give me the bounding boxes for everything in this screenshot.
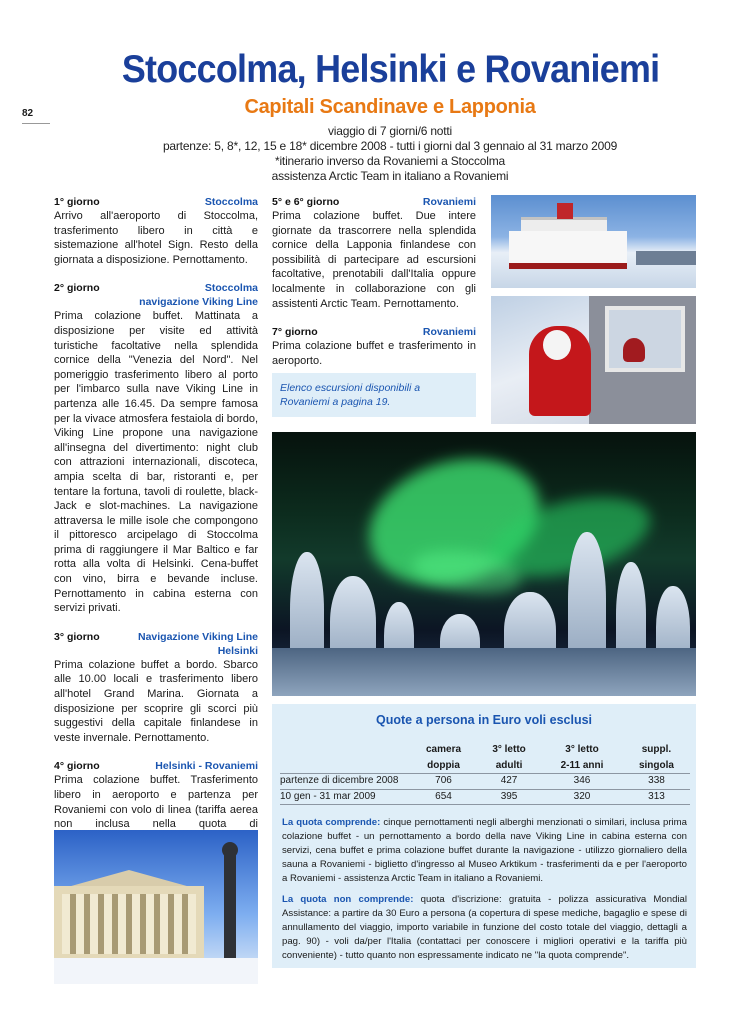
price-cell: 346: [541, 774, 623, 790]
excludes-label: La quota non comprende:: [282, 894, 414, 905]
santa-photo: [491, 296, 696, 424]
helsinki-photo-columns: [62, 894, 196, 954]
day-7: [272, 325, 476, 368]
column-header: 3° letto: [565, 744, 599, 755]
ferry-photo-hull: [509, 231, 627, 269]
itinerary-column-1: [54, 195, 258, 919]
day-2: [54, 281, 258, 615]
day-7-place: Rovaniemi: [422, 326, 476, 339]
santa-photo-child: [623, 338, 645, 362]
trip-duration: viaggio di 7 giorni/6 notti: [327, 124, 453, 138]
day-4-place: Helsinki - Rovaniemi: [155, 760, 258, 773]
day-3-subplace: Helsinki: [217, 644, 258, 657]
price-table-header-row-1: [280, 742, 690, 758]
itinerary-column-2: [272, 195, 476, 382]
day-1-label: 1° giorno: [54, 196, 100, 208]
day-1-text: Arrivo all'aeroporto di Stoccolma, trasferimento libero in città e sistemazione all'hotel Sign. Resto della giornata a disposizione. Pernottamento.: [54, 210, 258, 266]
price-cell: 427: [477, 774, 541, 790]
page-title: Stoccolma, Helsinki e Rovaniemi: [121, 48, 660, 91]
page-subtitle: Capitali Scandinave e Lapponia: [244, 96, 536, 118]
excludes-paragraph: [282, 893, 687, 963]
ferry-photo-skyline: [636, 251, 696, 265]
table-row: [280, 789, 690, 805]
day-5-6: [272, 195, 476, 311]
column-header: singola: [638, 759, 674, 771]
quote-box: [272, 704, 696, 968]
day-2-text: Prima colazione buffet. Mattinata a disposizione per visite ed attività turistiche facoltative nella splendida cornice della "Venezia del Nord". Nel pomeriggio trasferimento libero al porto per l'imbarco sulla nave Viking Line in partenza alle 16.45. Da sempre famosa per la vivace atmosfera festaiola di bordo, Viking Line propone una navigazione all'insegna del divertimento: night club con attrazioni internazionali, discoteca, ampia scelta di bar, ristoranti e, per tentare la fortuna, tavoli di roulette, black-Jack e slot-machines. La navigazione attraversa le mille isole che compongono il pittoresco arcipelago di Stoccolma prima di raggiungere il Mar Baltico e far rotta alla volta di Helsinki. Cena-buffet con vino, birra e bevande incluse. Pernottamento in cabina esterna con servizi privati.: [54, 310, 258, 615]
day-7-text: Prima colazione buffet e trasferimento in aeroporto.: [272, 340, 476, 367]
price-cell: 654: [410, 789, 477, 805]
day-3-text: Prima colazione buffet a bordo. Sbarco alle 10.00 locali e trasferimento libero all'hotel Grand Marina. Giornata a disposizione per scoprire gli scorci più suggestivi della capitale finlandese in veste invernale. Pernottamento.: [54, 658, 258, 744]
includes-paragraph: [282, 816, 687, 886]
ferry-photo: [491, 195, 696, 288]
column-header: 3° letto: [492, 744, 526, 755]
santa-photo-beard: [543, 330, 571, 360]
day-2-place: Stoccolma: [204, 282, 258, 295]
excludes-text: quota d'iscrizione: gratuita - polizza assicurativa Mondial Assistance: a partire da 30 Euro a persona (a copertura di spese mediche, bagaglio e spese di annullamento del viaggio, importo variabile in funzione del costo totale del viaggio, dettagli a pag. 90) - voli da/per l'Italia (contattaci per conoscere i migliori operativi e la tariffa più conveniente) - tutto quanto non espressamente indicato ne "la quota comprende".: [282, 894, 688, 961]
price-cell: 706: [410, 774, 477, 790]
price-table: [280, 742, 690, 805]
conditions: [282, 816, 687, 970]
ferry-photo-funnel: [557, 203, 573, 219]
day-1: [54, 195, 258, 267]
price-cell: 395: [477, 789, 541, 805]
column-header: suppl.: [641, 744, 672, 755]
santa-photo-window: [605, 306, 685, 372]
trip-reverse-note: *itinerario inverso da Rovaniemi a Stoccolma: [275, 154, 505, 168]
aurora-photo: [272, 432, 696, 696]
trip-info: [0, 124, 750, 184]
includes-text: cinque pernottamenti negli alberghi menzionati o similari, inclusa prima colazione buffet - un pernottamento a bordo della nave Viking Line in cabina esterna con servizi, cena buffet e prima colazione buffet durante la navigazione - utilizzo giornaliero della sauna a Rovaniemi - biglietto d'ingresso al Museo Arktikum - trasferimenti da e per l'aeroporto a Rovaniemi - assistenza Arctic Team in italiano a Rovaniemi.: [282, 817, 687, 884]
day-2-subplace: navigazione Viking Line: [139, 296, 258, 309]
day-5-6-label: 5° e 6° giorno: [272, 196, 340, 208]
helsinki-photo-statue: [224, 852, 236, 960]
trip-assistance: assistenza Arctic Team in italiano a Rovaniemi: [271, 169, 509, 183]
day-3-label: 3° giorno: [54, 630, 100, 643]
quote-title: Quote a persona in Euro voli esclusi: [375, 713, 593, 727]
price-cell: 320: [541, 789, 623, 805]
day-1-place: Stoccolma: [204, 196, 258, 208]
row-label: partenze di dicembre 2008: [280, 774, 410, 790]
price-cell: 338: [623, 774, 690, 790]
page-number: 82: [22, 108, 34, 119]
day-7-label: 7° giorno: [272, 326, 318, 339]
day-4-label: 4° giorno: [54, 760, 100, 773]
aurora-photo-snow: [272, 648, 696, 696]
day-3: [54, 630, 258, 746]
column-header: 2-11 anni: [560, 759, 604, 771]
day-5-6-text: Prima colazione buffet. Due intere giornate da trascorrere nella splendida cornice della Lapponia finlandese con possibilità di partecipare ad escursioni facoltative, prenotabili dall'Italia oppure localmente in collaborazione con gli assistenti Arctic Team. Pernottamento.: [272, 210, 476, 310]
column-header: camera: [426, 744, 462, 755]
includes-label: La quota comprende:: [282, 817, 381, 828]
table-row: [280, 774, 690, 790]
column-header: adulti: [495, 759, 523, 771]
day-5-6-place: Rovaniemi: [422, 196, 476, 208]
column-header: doppia: [427, 759, 460, 771]
price-cell: 313: [623, 789, 690, 805]
helsinki-photo-snow: [54, 958, 258, 984]
helsinki-photo: [54, 830, 258, 984]
price-table-header-row-2: [280, 758, 690, 774]
day-3-place: Navigazione Viking Line: [137, 630, 258, 643]
day-4-text: Prima colazione buffet. Trasferimento libero in aeroporto e partenza per Rovaniemi con volo di linea (tariffa aerea non inclusa nella quota di: [54, 774, 258, 831]
day-2-label: 2° giorno: [54, 282, 100, 295]
trip-departures: partenze: 5, 8*, 12, 15 e 18* dicembre 2008 - tutti i giorni dal 3 gennaio al 31 marzo 2009: [162, 139, 618, 153]
excursions-note: Elenco escursioni disponibili a Rovaniemi a pagina 19.: [272, 373, 476, 417]
row-label: 10 gen - 31 mar 2009: [280, 789, 410, 805]
